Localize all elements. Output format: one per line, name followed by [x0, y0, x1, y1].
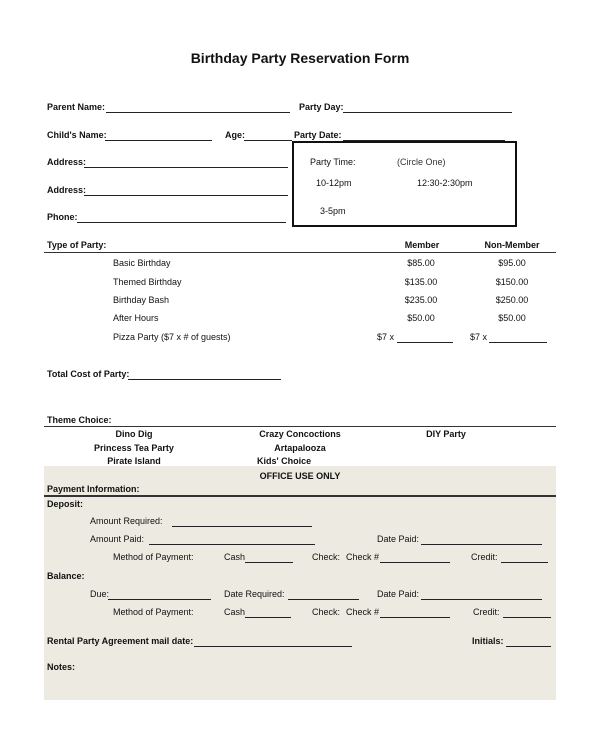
office-use-title: OFFICE USE ONLY — [259, 471, 341, 481]
total-cost-field[interactable] — [128, 379, 281, 380]
member-price: $50.00 — [407, 313, 435, 323]
date-required-label: Date Required: — [224, 589, 285, 599]
payment-info-label: Payment Information: — [47, 484, 140, 494]
deposit-label: Deposit: — [47, 499, 83, 509]
date-required-field[interactable] — [288, 599, 359, 600]
deposit-date-paid-field[interactable] — [421, 544, 542, 545]
non-member-price: $7 x — [470, 332, 488, 342]
party-time-label: Party Time: — [310, 157, 356, 167]
theme-option[interactable]: Pirate Island — [107, 456, 161, 466]
member-price: $135.00 — [404, 277, 438, 287]
member-header: Member — [404, 240, 440, 250]
non-member-pizza-field[interactable] — [489, 342, 547, 343]
party-type: Birthday Bash — [113, 295, 170, 305]
non-member-price: $95.00 — [498, 258, 526, 268]
non-member-price: $250.00 — [495, 295, 529, 305]
address-label: Address: — [47, 157, 87, 167]
theme-choice-label: Theme Choice: — [47, 415, 112, 425]
time-option[interactable]: 3-5pm — [320, 206, 346, 216]
balance-date-paid-field[interactable] — [421, 599, 542, 600]
rental-agreement-field[interactable] — [194, 646, 352, 647]
amount-paid-label: Amount Paid: — [90, 534, 145, 544]
cash-label: Cash — [224, 607, 246, 617]
amount-required-field[interactable] — [172, 526, 312, 527]
check-label: Check: — [312, 552, 341, 562]
parent-name-label: Parent Name: — [47, 102, 106, 112]
theme-option[interactable]: Crazy Concoctions — [259, 429, 341, 439]
member-price: $7 x — [377, 332, 395, 342]
address-field[interactable] — [84, 167, 288, 168]
check-no-field[interactable] — [380, 617, 450, 618]
address2-label: Address: — [47, 185, 87, 195]
credit-label: Credit: — [473, 607, 500, 617]
page-title: Birthday Party Reservation Form — [190, 50, 410, 66]
non-member-price: $50.00 — [498, 313, 526, 323]
credit-label: Credit: — [471, 552, 498, 562]
theme-option[interactable]: Kids' Choice — [257, 456, 312, 466]
age-field[interactable] — [244, 140, 292, 141]
phone-label: Phone: — [47, 212, 78, 222]
amount-required-label: Amount Required: — [90, 516, 163, 526]
method-label: Method of Payment: — [113, 607, 194, 617]
cash-field[interactable] — [245, 562, 293, 563]
theme-option[interactable]: DIY Party — [426, 429, 466, 439]
credit-field[interactable] — [501, 562, 548, 563]
party-day-label: Party Day: — [299, 102, 344, 112]
childs-name-label: Child's Name: — [47, 130, 107, 140]
theme-option[interactable]: Princess Tea Party — [94, 443, 174, 453]
time-option[interactable]: 10-12pm — [316, 178, 352, 188]
non-member-header: Non-Member — [484, 240, 540, 250]
office-use-section — [44, 466, 556, 700]
circle-one-note: (Circle One) — [397, 157, 446, 167]
divider — [44, 426, 556, 427]
member-price: $235.00 — [404, 295, 438, 305]
party-type: Pizza Party ($7 x # of guests) — [113, 332, 231, 342]
cash-label: Cash — [224, 552, 246, 562]
date-paid-label: Date Paid: — [377, 534, 420, 544]
notes-label: Notes: — [47, 662, 76, 672]
cash-field[interactable] — [245, 617, 291, 618]
non-member-price: $150.00 — [495, 277, 529, 287]
time-option[interactable]: 12:30-2:30pm — [417, 178, 473, 188]
total-cost-label: Total Cost of Party: — [47, 369, 130, 379]
phone-field[interactable] — [77, 222, 286, 223]
childs-name-field[interactable] — [105, 140, 212, 141]
party-date-label: Party Date: — [294, 130, 342, 140]
credit-field[interactable] — [503, 617, 551, 618]
balance-label: Balance: — [47, 571, 85, 581]
theme-option[interactable]: Dino Dig — [115, 429, 153, 439]
check-no-label: Check # — [346, 607, 380, 617]
address2-field[interactable] — [84, 195, 288, 196]
member-pizza-field[interactable] — [397, 342, 453, 343]
initials-label: Initials: — [472, 636, 504, 646]
party-day-field[interactable] — [343, 112, 512, 113]
party-type: After Hours — [113, 313, 159, 323]
check-no-field[interactable] — [380, 562, 450, 563]
divider — [44, 252, 556, 253]
check-label: Check: — [312, 607, 341, 617]
due-label: Due: — [90, 589, 110, 599]
date-paid-label: Date Paid: — [377, 589, 420, 599]
amount-paid-field[interactable] — [149, 544, 315, 545]
age-label: Age: — [225, 130, 245, 140]
initials-field[interactable] — [506, 646, 551, 647]
divider — [44, 495, 556, 497]
party-type: Basic Birthday — [113, 258, 171, 268]
method-label: Method of Payment: — [113, 552, 194, 562]
check-no-label: Check # — [346, 552, 380, 562]
party-type: Themed Birthday — [113, 277, 182, 287]
parent-name-field[interactable] — [106, 112, 290, 113]
due-field[interactable] — [108, 599, 211, 600]
theme-option[interactable]: Artapalooza — [274, 443, 326, 453]
rental-agreement-label: Rental Party Agreement mail date: — [47, 636, 194, 646]
type-of-party-header: Type of Party: — [47, 240, 107, 250]
member-price: $85.00 — [407, 258, 435, 268]
